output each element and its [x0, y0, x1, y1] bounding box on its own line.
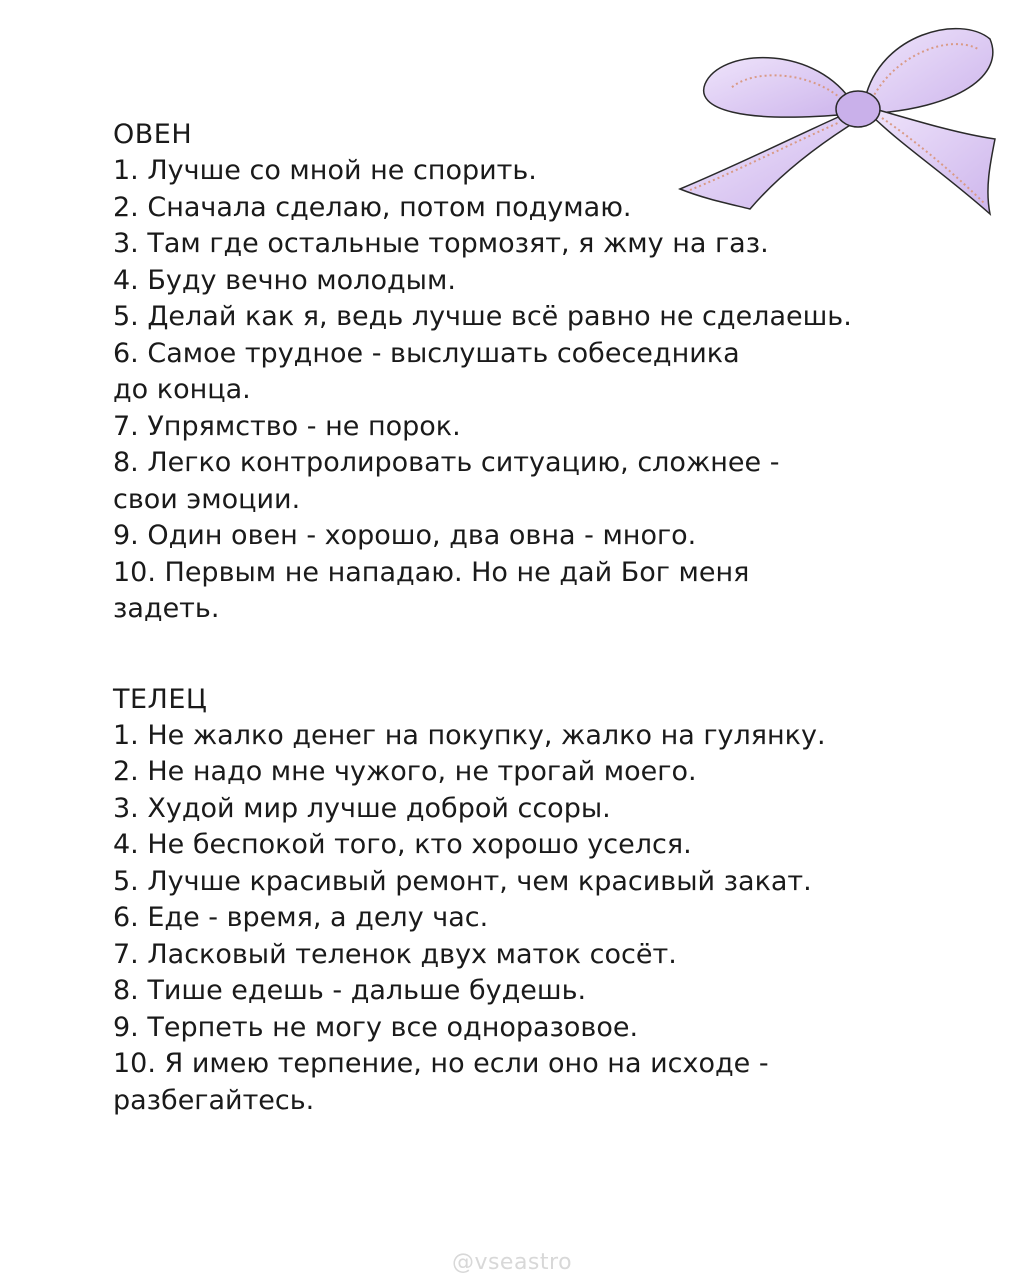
watermark-handle: @vseastro: [451, 1250, 573, 1275]
list-item-text: 2. Сначала сделаю, потом подумаю.: [113, 191, 632, 223]
list-item-text: 5. Делай как я, ведь лучше всё равно не сделаешь.: [113, 301, 852, 332]
section-title: ТЕЛЕЦ: [113, 683, 208, 715]
list-item-continuation: свои эмоции.: [113, 483, 301, 515]
section-divider: [113, 628, 933, 682]
list-item-text: 8. Тише едешь - дальше будешь.: [113, 975, 587, 1006]
list-item-text: 9. Терпеть не могу все одноразовое.: [113, 1011, 639, 1043]
list-item-text: 3. Худой мир лучше доброй ссоры.: [113, 792, 611, 824]
list-item-text: 7. Ласковый теленок двух маток сосёт.: [113, 938, 677, 970]
list-item-text: 10. Я имею терпение, но если оно на исходе -: [113, 1048, 769, 1079]
list-item: [113, 827, 933, 864]
list-item-text: 3. Там где остальные тормозят, я жму на газ.: [113, 228, 769, 259]
list-item-text: 5. Лучше красивый ремонт, чем красивый закат.: [113, 865, 812, 897]
list-item: [113, 973, 933, 1010]
list-item: [113, 555, 933, 628]
list-item-text: 9. Один овен - хорошо, два овна - много.: [113, 520, 697, 551]
list-item: [113, 409, 933, 446]
section-oven: [113, 117, 933, 628]
list-item-text: 1. Не жалко денег на покупку, жалко на гулянку.: [113, 719, 826, 751]
list-item: [113, 263, 933, 300]
list-item-continuation: до конца.: [113, 374, 251, 405]
list-item-text: 6. Еде - время, а делу час.: [113, 902, 489, 933]
traits-list: [113, 153, 933, 628]
list-item: [113, 754, 933, 791]
list-item-text: 2. Не надо мне чужого, не трогай моего.: [113, 756, 697, 787]
zodiac-traits-document: [113, 117, 933, 1119]
list-item: [113, 900, 933, 937]
list-item-text: 6. Самое трудное - выслушать собеседника: [113, 337, 740, 369]
list-item: [113, 153, 933, 190]
traits-list: [113, 718, 933, 1120]
list-item-continuation: разбегайтесь.: [113, 1084, 315, 1116]
list-item: [113, 299, 933, 336]
list-item-text: 4. Буду вечно молодым.: [113, 264, 456, 296]
list-item-text: 8. Легко контролировать ситуацию, сложнее -: [113, 447, 780, 478]
list-item-text: 10. Первым не нападаю. Но не дай Бог меня: [113, 556, 750, 588]
section-telec: [113, 682, 933, 1120]
list-item-continuation: задеть.: [113, 593, 220, 624]
list-item: [113, 190, 933, 227]
list-item-text: 4. Не беспокой того, кто хорошо уселся.: [113, 829, 692, 860]
section-title: ОВЕН: [113, 119, 193, 150]
list-item: [113, 445, 933, 518]
list-item-text: 7. Упрямство - не порок.: [113, 410, 461, 442]
list-item: [113, 791, 933, 828]
list-item: [113, 937, 933, 974]
list-item-text: 1. Лучше со мной не спорить.: [113, 155, 537, 186]
list-item: [113, 718, 933, 755]
list-item: [113, 1010, 933, 1047]
list-item: [113, 1046, 933, 1119]
list-item: [113, 518, 933, 555]
list-item: [113, 336, 933, 409]
list-item: [113, 864, 933, 901]
list-item: [113, 226, 933, 263]
